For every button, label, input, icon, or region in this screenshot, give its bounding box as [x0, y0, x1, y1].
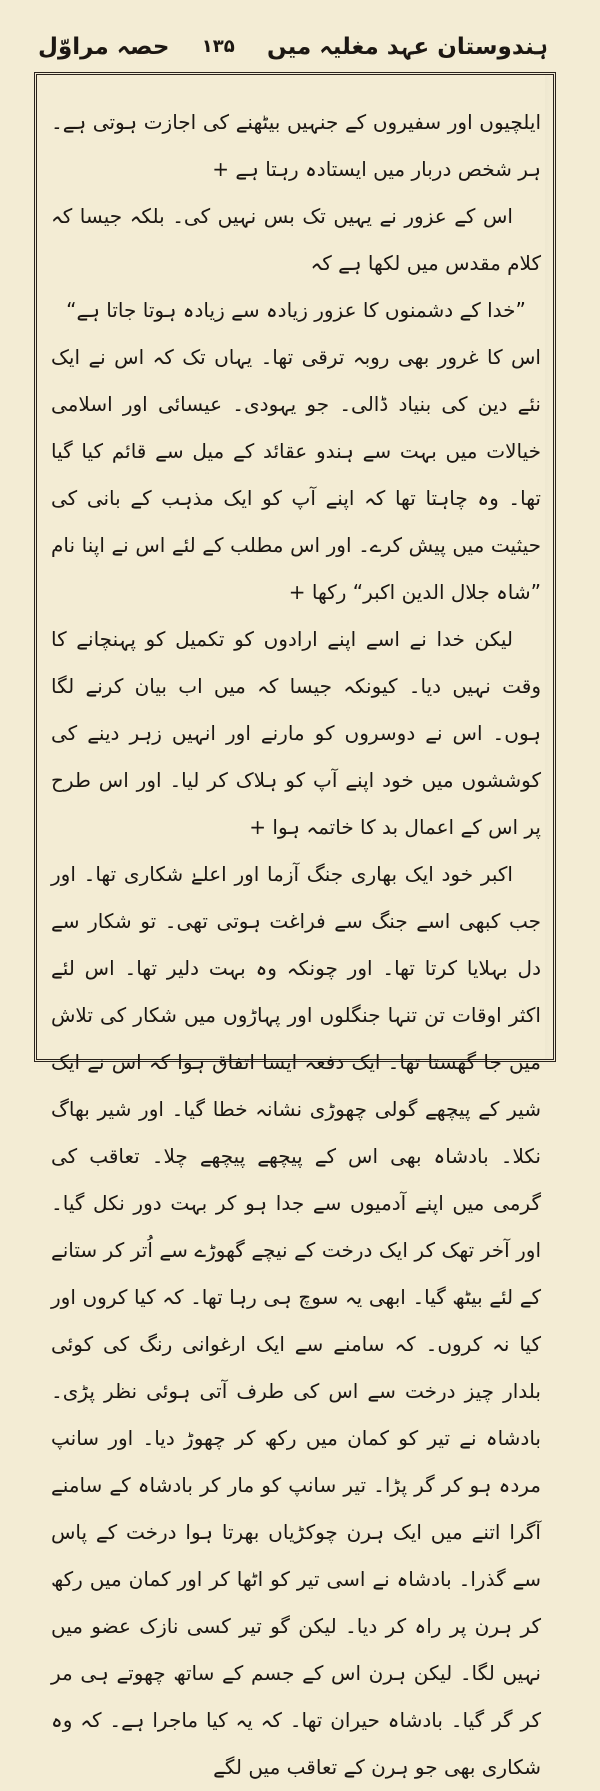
paragraph-3: اس کا غرور بھی روبہ ترقی تھا۔ یہاں تک کہ اس نے ایک نئے دین کی بنیاد ڈالی۔ جو یہودی۔ عیسائی اور اسلامی خیالات میں بہت سے ہندو عقائد کے میل سے قائم کیا گیا تھا۔ وہ چاہتا تھا کہ اپنے آپ کو ایک مذہب کے بانی کی حیثیت میں پیش کرے۔ اور اس مطلب کے لئے اس نے اپنا نام ”شاہ جلال الدین اکبر“ رکھا +	[51, 345, 541, 604]
page-text	[51, 99, 541, 1791]
page-header	[38, 30, 548, 64]
paragraph-2: اس کے عزور نے یہیں تک بس نہیں کی۔ بلکہ جیسا کہ کلام مقدس میں لکھا ہے کہ	[51, 204, 541, 275]
section-label: حصہ مراوّل	[38, 33, 170, 60]
page-edge-shadow	[545, 75, 553, 1059]
paragraph-4: لیکن خدا نے اسے اپنے ارادوں کو تکمیل کو پہنچانے کا وقت نہیں دیا۔ کیونکہ جیسا کہ میں اب بیان کرنے لگا ہوں۔ اس نے دوسروں کو مارنے اور انہیں زہر دینے کی کوششوں میں خود اپنے آپ کو ہلاک کر لیا۔ اور اس طرح پر اس کے اعمال بد کا خاتمہ ہوا +	[51, 627, 541, 839]
quote-line: ”خدا کے دشمنوں کا عزور زیادہ سے زیادہ ہوتا جاتا ہے“	[66, 298, 526, 322]
paragraph-1: ایلچیوں اور سفیروں کے جنہیں بیٹھنے کی اجازت ہوتی ہے۔ ہر شخص دربار میں ایستادہ رہتا ہے +	[51, 110, 541, 181]
paragraph-5: اکبر خود ایک بھاری جنگ آزما اور اعلےٰ شکاری تھا۔ اور جب کبھی اسے جنگ سے فراغت ہوتی تھی۔ تو شکار سے دل بہلایا کرتا تھا۔ اور چونکہ وہ بہت دلیر تھا۔ اس لئے اکثر اوقات تن تنہا جنگلوں اور پہاڑوں میں شکار کی تلاش میں جا گھستا تھا۔ ایک دفعہ ایسا اتفاق ہوا کہ اس نے ایک شیر کے پیچھے گولی چھوڑی نشانہ خطا گیا۔ اور شیر بھاگ نکلا۔ بادشاہ بھی اس کے پیچھے پیچھے چلا۔ تعاقب کی گرمی میں اپنے آدمیوں سے جدا ہو کر بہت دور نکل گیا۔ اور آخر تھک کر ایک درخت کے نیچے گھوڑے سے اُتر کر ستانے کے لئے بیٹھ گیا۔ ابھی یہ سوچ ہی رہا تھا۔ کہ کیا کروں اور کیا نہ کروں۔ کہ سامنے سے ایک ارغوانی رنگ کی کوئی بلدار چیز درخت سے اس کی طرف آتی ہوئی نظر پڑی۔ بادشاہ نے تیر کو کمان میں رکھ کر چھوڑ دیا۔ اور سانپ مردہ ہو کر گر پڑا۔ تیر سانپ کو مار کر بادشاہ کے سامنے آگرا اتنے میں ایک ہرن چوکڑیاں بھرتا ہوا درخت کے پاس سے گذرا۔ بادشاہ نے اسی تیر کو اٹھا کر اور کمان میں رکھ کر ہرن پر راہ کر دیا۔ لیکن گو تیر کسی نازک عضو میں نہیں لگا۔ لیکن ہرن اس کے جسم کے ساتھ چھوتے ہی مر کر گر گیا۔ بادشاہ حیران تھا۔ کہ یہ کیا ماجرا ہے۔ کہ وہ شکاری بھی جو ہرن کے تعاقب میں لگے	[51, 862, 541, 1779]
page-number: ۱۳۵	[201, 36, 235, 57]
book-title: ہندوستان عہد مغلیہ میں	[266, 33, 548, 60]
text-frame	[34, 72, 556, 1779]
